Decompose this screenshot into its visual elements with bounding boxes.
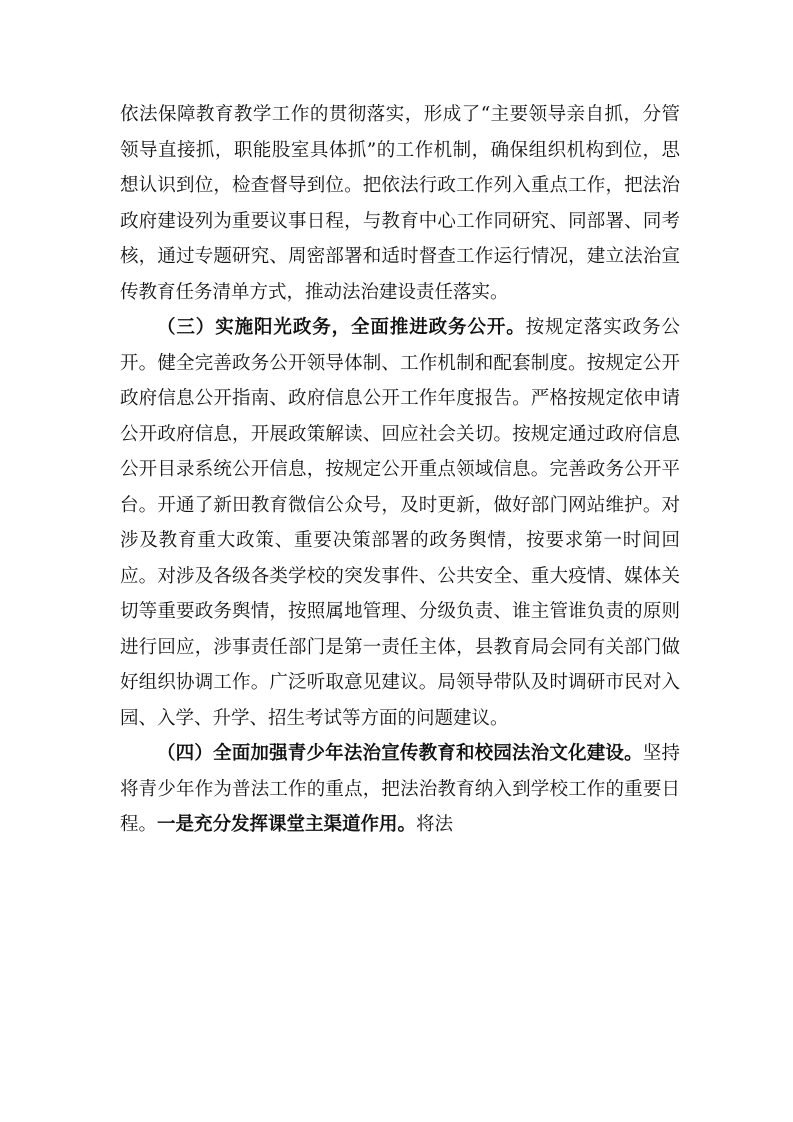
subpoint-heading-1: 一是充分发挥课堂主渠道作用。: [157, 814, 417, 835]
paragraph-youth-legal-education: [120, 736, 680, 843]
paragraph-government-affairs-openness: [120, 310, 680, 736]
paragraph-text: 坚持将青少年作为普法工作的重点，把法治教育纳入到学校工作的重要日程。: [120, 743, 680, 835]
section-heading-3: （三）实施阳光政务，全面推进政务公开。: [157, 317, 526, 338]
paragraph-text: 将法: [416, 814, 454, 835]
document-body: [120, 97, 680, 843]
section-heading-4: （四）全面加强青少年法治宣传教育和校园法治文化建设。: [157, 743, 643, 764]
paragraph-legal-guarantee: [120, 97, 680, 310]
paragraph-text: 按规定落实政务公开。健全完善政务公开领导体制、工作机制和配套制度。按规定公开政府信息公开指南、政府信息公开工作年度报告。严格按规定依申请公开政府信息，开展政策解读、回应社会关切。按规定通过政府信息公开目录系统公开信息，按规定公开重点领域信息。完善政务公开平台。开通了新田教育微信公众号，及时更新，做好部门网站维护。对涉及教育重大政策、重要决策部署的政务舆情，按要求第一时间回应。对涉及各级各类学校的突发事件、公共安全、重大疫情、媒体关切等重要政务舆情，按照属地管理、分级负责、谁主管谁负责的原则进行回应，涉事责任部门是第一责任主体，县教育局会同有关部门做好组织协调工作。广泛听取意见建议。局领导带队及时调研市民对入园、入学、升学、招生考试等方面的问题建议。: [120, 317, 680, 729]
paragraph-text: 依法保障教育教学工作的贯彻落实，形成了“主要领导亲自抓，分管领导直接抓，职能股室具体抓”的工作机制，确保组织机构到位，思想认识到位，检查督导到位。把依法行政工作列入重点工作，把法治政府建设列为重要议事日程，与教育中心工作同研究、同部署、同考核，通过专题研究、周密部署和适时督查工作运行情况，建立法治宣传教育任务清单方式，推动法治建设责任落实。: [120, 104, 680, 303]
